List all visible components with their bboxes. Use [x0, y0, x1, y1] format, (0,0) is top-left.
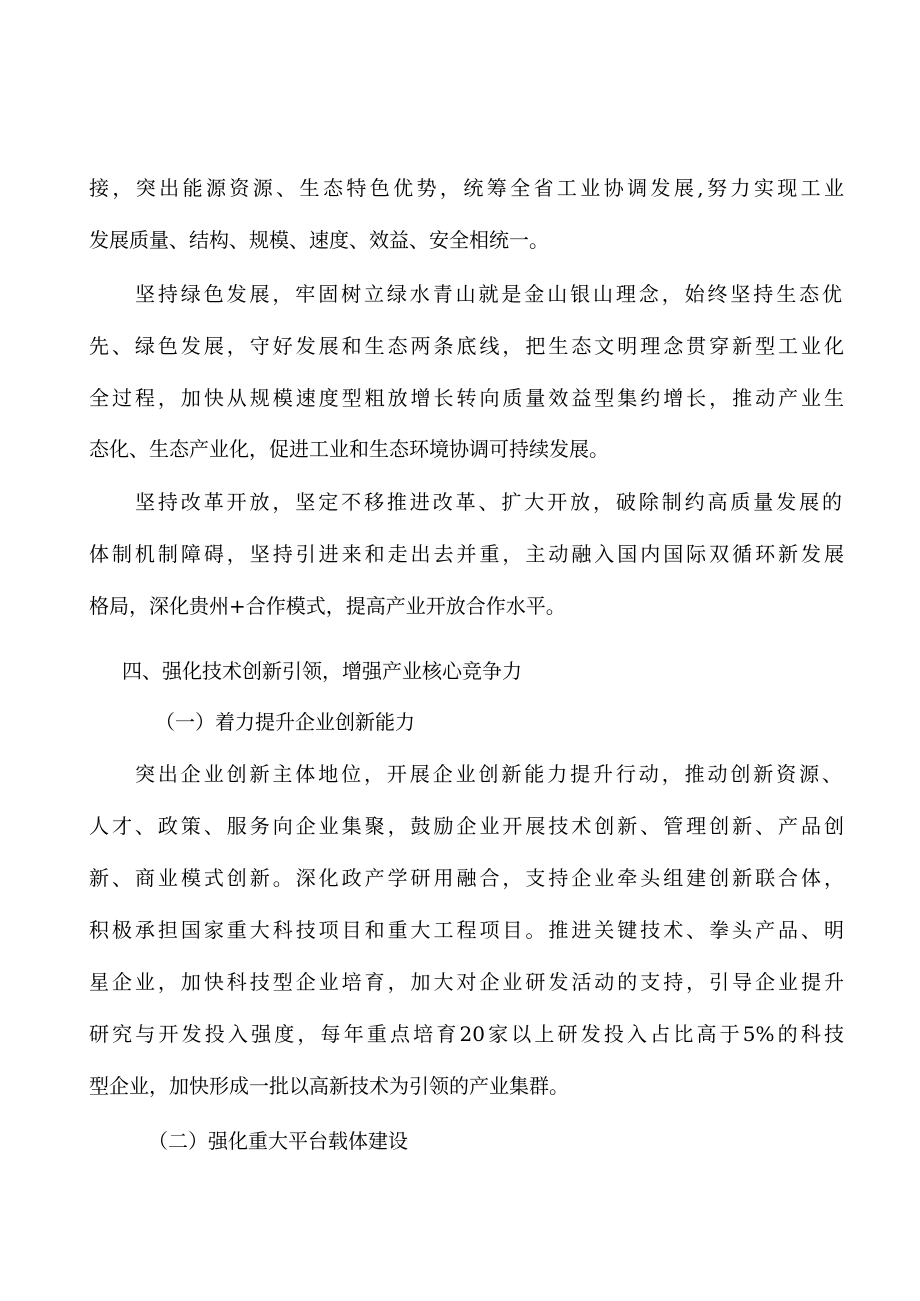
section-heading-text: 四、强化技术创新引领，增强产业核心竞争力 — [122, 659, 522, 683]
text-line-content: 坚持绿色发展，牢固树立绿水青山就是金山银山理念，始终坚持生态优 — [135, 282, 842, 306]
text-line-content: 体制机制障碍，坚持引进来和走出去并重，主动融入国内国际双循环新发展 — [89, 542, 844, 566]
text-line-content: 研究与开发投入强度，每年重点培育20家以上研发投入占比高于5%的科技 — [89, 1022, 844, 1046]
text-line-content: 型企业，加快形成一批以高新技术为引领的产业集群。 — [89, 1074, 569, 1098]
text-line — [89, 970, 844, 994]
text-line-content: 态化、生态产业化，促进工业和生态环境协调可持续发展。 — [89, 437, 609, 461]
text-line-content: 积极承担国家重大科技项目和重大工程项目。推进关键技术、拳头产品、明 — [89, 918, 844, 942]
text-line-content: 格局，深化贵州+合作模式，提高产业开放合作水平。 — [89, 594, 566, 618]
text-line — [89, 228, 549, 252]
subsection-heading-text: （一）着力提升企业创新能力 — [155, 710, 415, 734]
subsection-heading — [155, 710, 415, 734]
text-line — [89, 437, 609, 461]
text-line — [89, 814, 844, 838]
text-line — [89, 866, 844, 890]
text-line — [89, 594, 566, 618]
text-line-content: 全过程，加快从规模速度型粗放增长转向质量效益型集约增长，推动产业生 — [89, 386, 844, 410]
text-line — [89, 334, 844, 358]
text-line-content: 坚持改革开放，坚定不移推进改革、扩大开放，破除制约高质量发展的 — [135, 490, 842, 514]
text-line — [89, 176, 844, 200]
text-line-content: 突出企业创新主体地位，开展企业创新能力提升行动，推动创新资源、 — [135, 762, 842, 786]
text-line-content: 发展质量、结构、规模、速度、效益、安全相统一。 — [89, 228, 549, 252]
text-line — [89, 1074, 569, 1098]
text-line — [89, 1022, 844, 1046]
text-line — [135, 490, 842, 514]
subsection-heading-text: （二）强化重大平台载体建设 — [148, 1129, 408, 1153]
text-line — [89, 918, 844, 942]
subsection-heading — [148, 1129, 408, 1153]
text-line — [135, 762, 842, 786]
text-line-content: 新、商业模式创新。深化政产学研用融合，支持企业牵头组建创新联合体， — [89, 866, 844, 890]
text-line — [89, 386, 844, 410]
text-line-content: 接，突出能源资源、生态特色优势，统筹全省工业协调发展,努力实现工业 — [89, 176, 844, 200]
text-line-content: 先、绿色发展，守好发展和生态两条底线，把生态文明理念贯穿新型工业化 — [89, 334, 844, 358]
section-heading — [122, 659, 522, 683]
text-line-content: 人才、政策、服务向企业集聚，鼓励企业开展技术创新、管理创新、产品创 — [89, 814, 844, 838]
text-line — [135, 282, 842, 306]
text-line — [89, 542, 844, 566]
text-line-content: 星企业，加快科技型企业培育，加大对企业研发活动的支持，引导企业提升 — [89, 970, 844, 994]
